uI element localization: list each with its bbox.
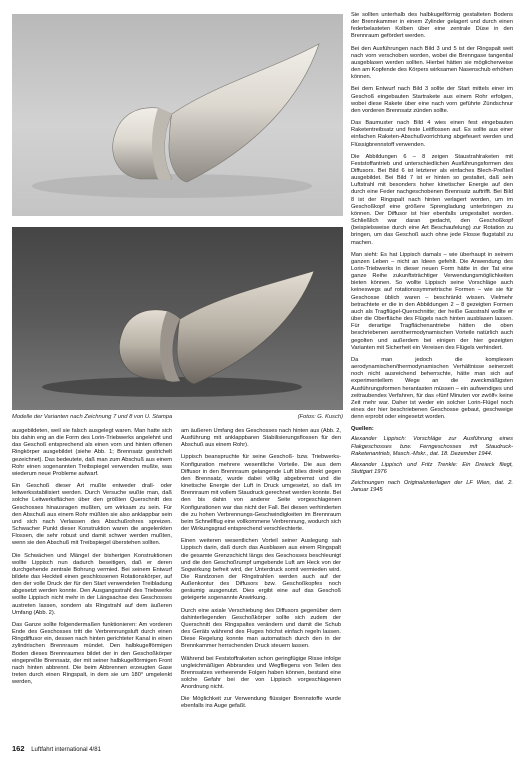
paragraph: ausgebildeten, weil sie falsch ausgelegt waren. Man hatte sich bis dahin eng an die Form des Lorin-Triebwerks angelehnt und das Geschoß entsprechend als einen vorn und hinten offenen Ringkörper ausgebildet (siehe Abb. 1; Brennsatz gestrichelt gezeichnet). Das bedeutete, daß man zum Abschuß aus einem Rohr einen sogenannten Treibspiegel verwenden mußte, was wiederum neue Probleme aufwarf.	[12, 428, 172, 477]
text-column-right	[351, 12, 513, 499]
paragraph: Das Baumuster nach Bild 4 wies einen fest eingebauten Raketentreibsatz und feste Leitflossen auf. Es sollte aus einer einfachen Raketen-Abschußvorrichtung abgefeuert werden und Flüssigbrennstoff verwenden.	[351, 120, 513, 148]
sources-heading: Quellen:	[351, 426, 374, 433]
paragraph: Die Abbildungen 6 – 8 zeigen Staustrahlraketen mit Feststoffantrieb und unterschiedlichen Ausführungsformen des Diffusors. Bei Bild 6 ist letzterer als einfaches Blech-Preßteil ausgebildet. Bei Bild 7 ist er hinten so gestaltet, daß sein Luftstrahl mit besonders hoher kinetischer Energie auf den durch eine Feder nachgeschobenen Brennsatz auftrifft. Bei Bild 8 ist der Ringspalt nach hinten verlagert worden, um im Geschoßkopf eine größere Sprengladung unterbringen zu können. Der Diffusor ist hier ebenfalls umgestaltet worden. Schließlich war daran gedacht, den Geschoßkopf (beispielsweise durch eine Art Beschaufelung) zur Rotation zu bringen, um das Geschoß auch ohne jede Flosse flugstabil zu machen.	[351, 153, 513, 246]
photo-projectile-model-light	[12, 14, 343, 216]
source-entry: Alexander Lippisch und Fritz Trenkle: Ein Dreieck fliegt, Stuttgart 1976	[351, 461, 513, 476]
paragraph: Das Ganze sollte folgendermaßen funktionieren: Am vorderen Ende des Geschosses tritt die Verbrennungsluft durch einen Ringdiffusor ein, dessen nach hinten gerichteter Kanal in einen zylindrischen Brennraum mündet. Den halbkugelförmigen Boden dieses Brennraumes bildet der in den Geschoßkörper eingepreßte Brennsatz, der mit seiner halbkugelförmigen Front nach hinten abbrennt. Die beim Abbrennen erzeugten Gase treten durch einen Ringspalt, in dem sie um 180° umgelenkt werden,	[12, 621, 172, 686]
figure-caption	[12, 414, 343, 420]
paragraph: Bei dem Entwurf nach Bild 3 sollte der Start mittels einer im Geschoß eingebauten Startrakete aus einem Rohr erfolgen, wobei diese Rakete über eine nach vorn geführte Zündschnur den vorderen Brennsatz zünden sollte.	[351, 86, 513, 114]
photo-credit: (Fotos: G. Kusch)	[297, 414, 343, 420]
photo-projectile-model-dark	[12, 227, 343, 410]
text-column-left	[12, 428, 172, 691]
page-footer	[12, 744, 101, 753]
paragraph: Sie sollten unterhalb des halbkugelförmig gestalteten Bodens der Brennkammer in einem Zylinder gelagert und durch einen federbelasteten Kolben über eine zentrale Düse in den Brennraum gefördert werden.	[351, 12, 513, 40]
paragraph: Bei den Ausführungen nach Bild 3 und 5 ist der Ringspalt weit nach vorn verschoben worden, wobei die Brenngase tangential ausgeblasen werden sollten. Hierbei hätten sie möglicherweise den am Kopfende des Körpers wirksamen Nasenschub erhöhen können.	[351, 45, 513, 81]
paragraph: Die Schwächen und Mängel der bisherigen Konstruktionen wollte Lippisch nun dadurch beseitigen, daß er deren durchgehende zentrale Bohrung vermied. Bei seinem Entwurf bildete das Heckteil einen geschlossenen Rotationskörper, auf den der volle Druck der für den Start verwendeten Treibladung abgesetzt werden konnte. Den Ausgangsstrahl des Triebwerks wollte Lippisch nicht mehr in der Längsachse des Geschosses austreten lassen, sondern als Ringstrahl auf dem äußeren Umfang (Abb. 2).	[12, 552, 172, 616]
page-number: 162	[12, 744, 25, 753]
source-entry: Zeichnungen nach Originalunterlagen der LF Wien, dat. 2. Januar 1945	[351, 480, 513, 494]
text-column-middle	[181, 428, 341, 716]
publication-name: Luftfahrt international 4/81	[31, 747, 101, 753]
source-entry: Alexander Lippisch: Vorschläge zur Ausführung eines Flakgeschosses bzw. Ferngeschosses mit Staudruck-Raketenantrieb, Masch.-Mskr., dat. 18. Dezember 1944.	[351, 436, 513, 457]
paragraph: Die Möglichkeit zur Verwendung flüssiger Brennstoffe wurde ebenfalls ins Auge gefaßt.	[181, 696, 341, 710]
paragraph: Ein Geschoß dieser Art mußte entweder drall- oder leitwerksstabilisiert werden. Durch Versuche wußte man, daß solche Leitwerksflächen über den größten Querschnitt des Geschosses hinausragen mußten, um wirksam zu sein. Für den Abschuß aus einem Rohr müßten sie also anklappbar sein und sich nach Verlassen des Abschußrohres spreizen. Schwacher Punkt dieser Konstruktion waren die angelenkten Flossen, die sehr robust und damit schwer werden mußten, wenn sie den Abschuß mit Treibspiegel überstehen sollten.	[12, 483, 172, 547]
paragraph: Während bei Feststoffraketen schon geringfügige Risse infolge ungleichmäßigen Abbrandes und Wegfliegens von Teilen des Brennsatzes verheerende Folgen haben können, bestand eine solche Gefahr bei der von Lippisch vorgeschlagenen Anordnung nicht.	[181, 655, 341, 691]
paragraph: am äußeren Umfang des Geschosses nach hinten aus (Abb. 2, Ausführung mit anklappbaren Stabilisierungsflossen für den Abschuß aus einem Rohr).	[181, 428, 341, 449]
paragraph: Man sieht: Es hat Lippisch damals – wie überhaupt in seinem ganzen Leben – nicht an Ideen gefehlt. Die Anwendung des Lorin-Triebwerks in dieser neuen Form hätte in der Tat eine ganze Reihe zukunftsträchtiger Verwendungsmöglichkeiten bieten können. So wollte Lippisch seine Vorschläge auch keineswegs auf rotationssymmetrische Formen – wie sie für Geschosse üblich waren – beschränkt wissen. Vielmehr betrachtete er die in den Abbildungen 2 – 8 gezeigten Formen auch als Tragflügel-Querschnitte; der heiße Gasstrahl wollte er über die Oberfläche des Flügels nach hinten ausblasen lassen. Für derartige Tragflächenantriebe hätten die oben beschriebenen aerothermodynamischen Vorteile natürlich auch gegolten und außerdem bei einigen der hier gezeigten Varianten mit Sicherheit ein Vereisen des Flügels verhindert.	[351, 251, 513, 351]
caption-text: Modelle der Varianten nach Zeichnung 7 und 8 von U. Stampa	[12, 414, 173, 420]
paragraph: Durch eine axiale Verschiebung des Diffusors gegenüber dem dahinterliegenden Geschoßkörper sollte sich zudem der Querschnitt des Ringspaltes verändern und damit die Schub des Geräts während des Fluges höchst einfach regeln lassen. Diese Regelung konnte man automatisch durch den in der Brennkammer herrschenden Druck steuern lassen.	[181, 607, 341, 650]
paragraph: Lippisch beanspruchte für seine Geschoß- bzw. Triebwerks-Konfiguration mehrere wesentliche Vorteile. Die aus dem Diffusor in den Brennraum gelangende Luft blies direkt gegen den Brennsatz, wurde dabei völlig abgebremst und die kinetische Energie der Luft in Druck umgesetzt, so daß im Brennraum mit vollem Staudruck gerechnet werden konnte. Bei den bis dahin von anderer Seite vorgeschlagenen Konfigurationen war das nicht der Fall. Bei diesen verhinderten die zu hohen Verbrennungs-Geschwindigkeiten im Brennraum beim Schnellflug eine vollkommene Verbrennung, wodurch sich der Wirkungsgrad entsprechend verschlechterte.	[181, 454, 341, 533]
paragraph: Einen weiteren wesentlichen Vorteil seiner Auslegung sah Lippisch darin, daß durch das Ausblasen aus einem Ringspalt die gesamte Grenzschicht längs des Geschosses beschleunigt und die den Geschoßrumpf umgebende Luft am Heck von der Sogwirkung befreit wird, der Unterdruck somit vermieden wird. Die Randzonen der Ringstrahlen werden auch auf der Außenkontur des Diffusors bzw. Geschoßkopfes noch geräumig ausgenutzt. Dies ergibt eine auf das Geschoß geteigerte sogenannte Anwirkung.	[181, 538, 341, 602]
paragraph: Da man jedoch die komplexen aerodynamischen/thermodynamischen Verhältnisse seinerzeit noch nicht ausreichend beherrschte, hätte man sich auf experimentellem Wege an die zweckmäßigsten Ausführungsformen herantasten müssen – ein aufwendiges und zeitraubendes Verfahren, für das »fünf Minuten vor zwölf« keine Zeit mehr war. Daher ist weder ein solcher Lorin-Flügel noch eines der hier beschriebenen Geschosse gebaut, geschweige denn erprobt oder eingesetzt worden.	[351, 356, 513, 421]
